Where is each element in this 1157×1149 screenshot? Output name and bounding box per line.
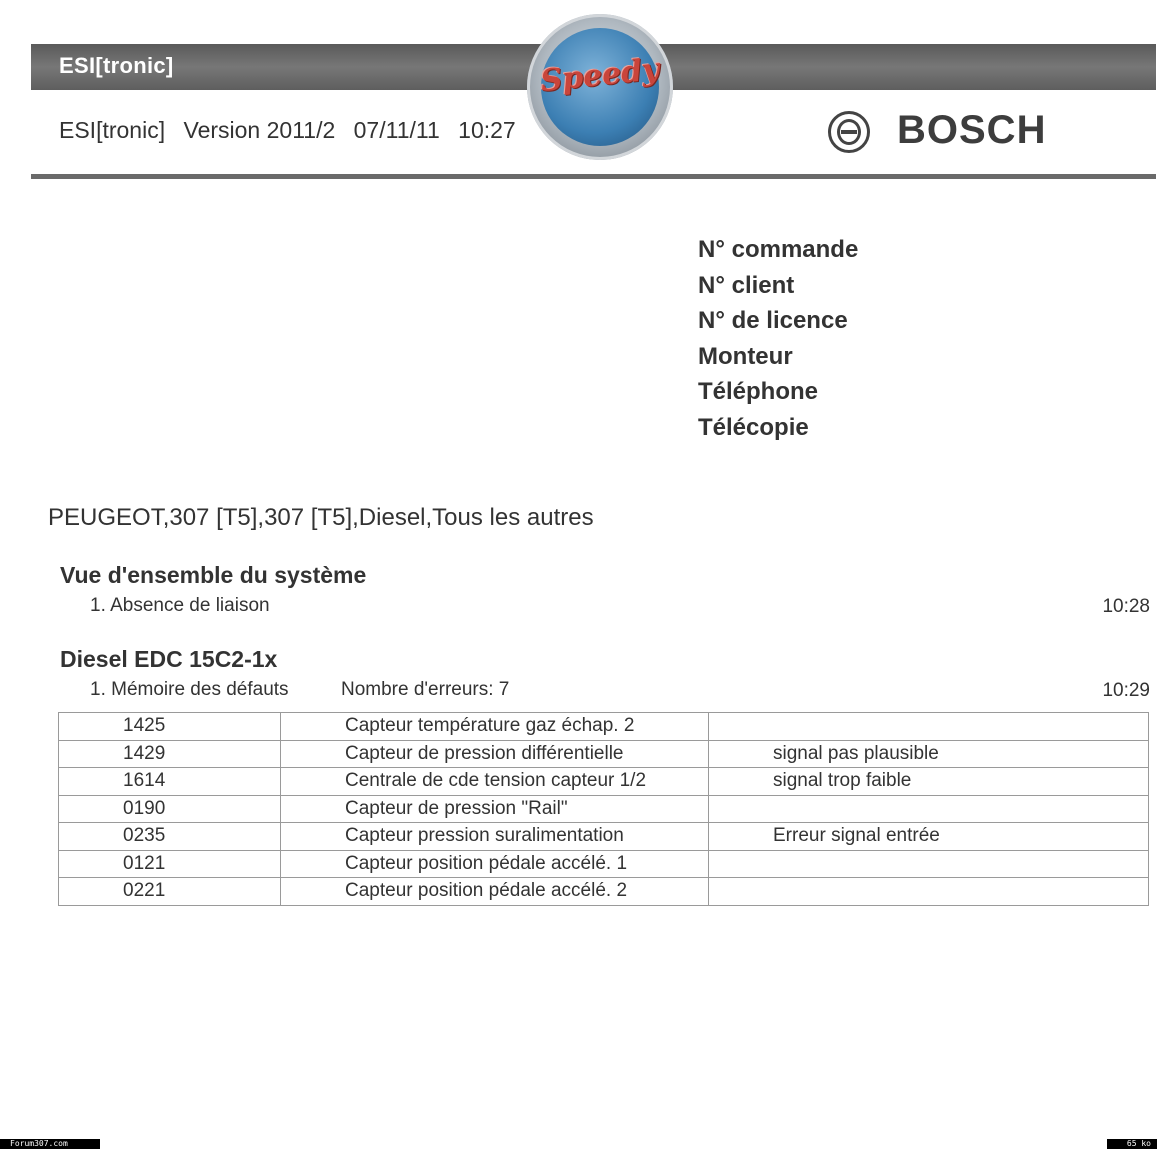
app-title: ESI[tronic] [59, 53, 174, 78]
info-field-commande: N° commande [698, 236, 859, 263]
footer-watermark-left: Forum307.com [0, 1139, 100, 1149]
version-date: 07/11/11 [353, 117, 440, 143]
fault-code: 0190 [59, 795, 281, 823]
table-row [59, 713, 1149, 741]
version-product: ESI[tronic] [59, 117, 166, 143]
table-row [59, 850, 1149, 878]
fault-code: 1425 [59, 713, 281, 741]
fault-table [58, 712, 1149, 906]
speedy-logo-text: Speedy [538, 51, 662, 100]
fault-status [709, 878, 1149, 906]
system-overview-item: 1. Absence de liaison [90, 595, 270, 616]
info-field-licence: N° de licence [698, 307, 848, 334]
footer-file-size: 65 ko [1107, 1139, 1157, 1149]
ecu-title: Diesel EDC 15C2-1x [60, 646, 278, 672]
fault-code: 0121 [59, 850, 281, 878]
ecu-item: 1. Mémoire des défauts [90, 679, 289, 700]
fault-status [709, 850, 1149, 878]
bosch-brand: BOSCH [897, 108, 1047, 152]
system-overview-title: Vue d'ensemble du système [60, 562, 367, 588]
system-overview-time: 10:28 [1102, 596, 1150, 617]
ecu-time: 10:29 [1102, 680, 1150, 701]
fault-description: Capteur température gaz échap. 2 [281, 713, 709, 741]
vehicle-description: PEUGEOT,307 [T5],307 [T5],Diesel,Tous les autres [48, 504, 594, 531]
info-field-telecopie: Télécopie [698, 413, 809, 441]
table-row [59, 795, 1149, 823]
fault-description: Capteur position pédale accélé. 2 [281, 878, 709, 906]
info-fields [698, 232, 858, 445]
fault-status [709, 713, 1149, 741]
fault-status: signal pas plausible [709, 740, 1149, 768]
fault-status: signal trop faible [709, 768, 1149, 796]
table-row [59, 740, 1149, 768]
version-time: 10:27 [458, 117, 516, 143]
speedy-logo [527, 14, 673, 160]
fault-status: Erreur signal entrée [709, 823, 1149, 851]
table-row [59, 768, 1149, 796]
table-row [59, 823, 1149, 851]
header-divider [31, 174, 1156, 179]
fault-code: 0221 [59, 878, 281, 906]
fault-description: Capteur de pression différentielle [281, 740, 709, 768]
info-field-monteur: Monteur [698, 342, 793, 370]
info-field-telephone: Téléphone [698, 378, 819, 405]
fault-code: 0235 [59, 823, 281, 851]
ecu-error-count: Nombre d'erreurs: 7 [341, 679, 510, 700]
version-line [59, 117, 528, 144]
fault-code: 1614 [59, 768, 281, 796]
fault-status [709, 795, 1149, 823]
fault-description: Capteur position pédale accélé. 1 [281, 850, 709, 878]
table-row [59, 878, 1149, 906]
fault-description: Capteur de pression "Rail" [281, 795, 709, 823]
fault-description: Centrale de cde tension capteur 1/2 [281, 768, 709, 796]
info-field-client: N° client [698, 271, 795, 299]
fault-code: 1429 [59, 740, 281, 768]
bosch-logo-icon [828, 111, 870, 153]
fault-description: Capteur pression suralimentation [281, 823, 709, 851]
version-label: Version 2011/2 [183, 117, 336, 143]
